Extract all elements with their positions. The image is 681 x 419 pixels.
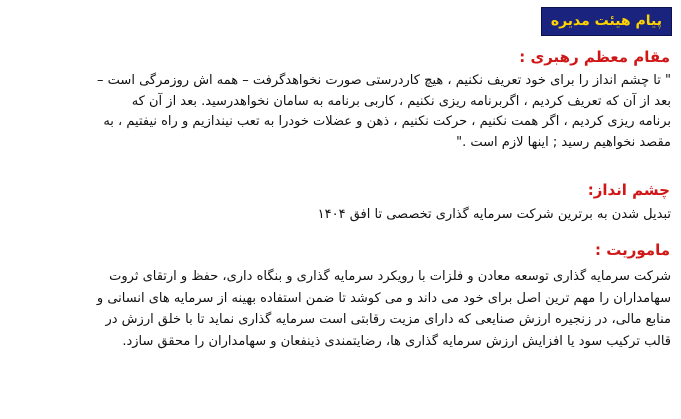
mission-line: سهامداران را مهم ترین اصل برای خود می داند و می کوشد تا ضمن استفاده بهینه از سرمایه های انسانی و	[96, 290, 671, 306]
page-title: پیام هیئت مدیره	[541, 7, 672, 36]
leader-quote-line: " تا چشم انداز را برای خود تعریف نکنیم ، هیچ کاردرستی صورت نخواهدگرفت – همه اش روزمرگی است –	[97, 73, 671, 88]
leader-quote	[14, 71, 671, 153]
vision-text	[14, 205, 671, 225]
mission-line: منابع مالی، در زنجیره ارزش صنایعی که دارای مزیت رقابتی است سرمایه گذاری نماید تا با خلق ارزش در	[105, 312, 671, 327]
leader-quote-line: بعد از آن که تعریف کردیم ، اگربرنامه ریزی نکنیم ، کاربی برنامه به سامان نخواهدرسید. بعد از آن که	[131, 93, 671, 109]
mission-line: شرکت سرمایه گذاری توسعه معادن و فلزات با رویکرد سرمایه گذاری و بنگاه داری، حفظ و ارتقای ثروت	[109, 269, 671, 284]
mission-heading: ماموریت :	[595, 241, 670, 259]
vision-heading: چشم انداز:	[587, 181, 670, 199]
mission-text	[14, 266, 671, 352]
leader-quote-line: برنامه ریزی کردیم ، اگر همت نکنیم ، حرکت نکنیم ، ذهن و عضلات خودرا به تعب نیندازیم و راه نیفتیم ، به	[103, 114, 671, 129]
vision-line: تبدیل شدن به برترین شرکت سرمایه گذاری تخصصی تا افق ۱۴۰۴	[317, 207, 671, 222]
mission-line: قالب ترکیب سود یا افزایش ارزش سرمایه گذاری ها، رضایتمندی ذینفعان و سهامداران را محقق سازد.	[122, 333, 671, 349]
leader-heading: مقام معظم رهبری :	[519, 48, 670, 66]
leader-quote-line: مقصد نخواهیم رسید ; اینها لازم است ."	[456, 134, 671, 150]
